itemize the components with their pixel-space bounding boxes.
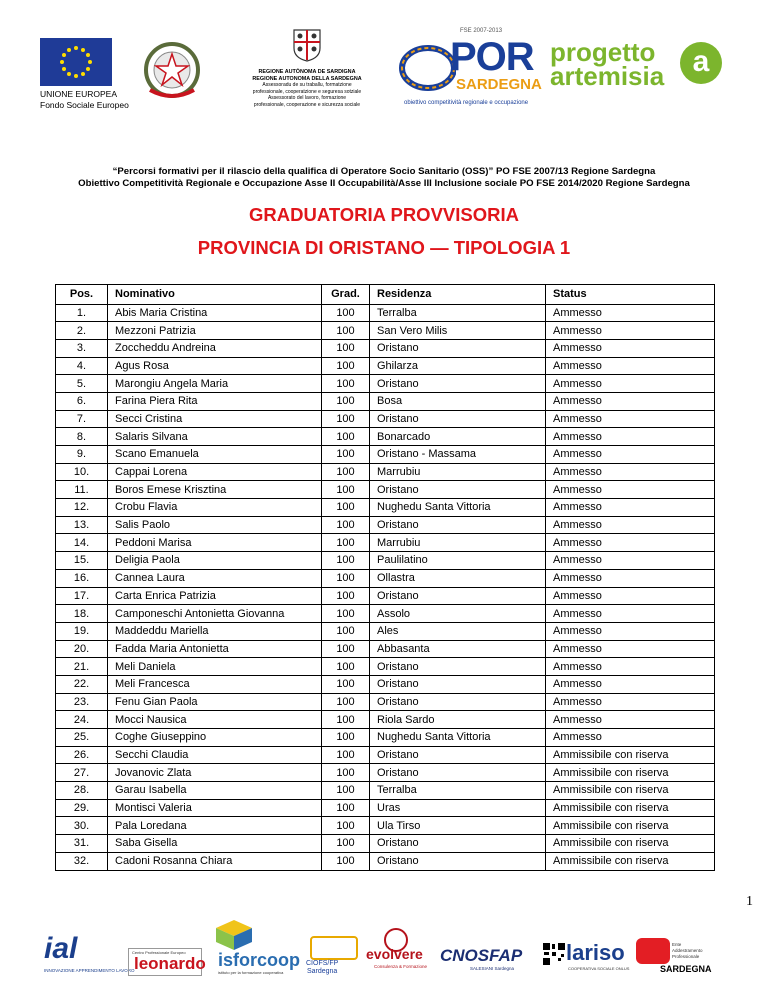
cell-name: Fadda Maria Antonietta xyxy=(108,640,322,658)
cell-residence: Oristano - Massama xyxy=(370,446,546,464)
ras-line-4: Assessorato del lavoro, formazione professionale, cooperazione e sicurezza sociale xyxy=(253,95,361,108)
leonardo-subtitle: Centro Professionale Europeo xyxy=(132,950,186,955)
sardinia-coat-of-arms-icon xyxy=(292,28,322,62)
cell-residence: Ales xyxy=(370,622,546,640)
cell-grade: 100 xyxy=(322,392,370,410)
cell-name: Cappai Lorena xyxy=(108,463,322,481)
cell-residence: Oristano xyxy=(370,516,546,534)
cell-grade: 100 xyxy=(322,552,370,570)
page-subtitle: PROVINCIA DI ORISTANO — TIPOLOGIA 1 xyxy=(197,237,571,258)
cell-status: Ammesso xyxy=(546,304,715,322)
cell-name: Cadoni Rosanna Chiara xyxy=(108,852,322,870)
table-row xyxy=(56,693,715,711)
cell-residence: Ula Tirso xyxy=(370,817,546,835)
header-logos xyxy=(0,0,768,130)
cell-name: Agus Rosa xyxy=(108,357,322,375)
cell-pos: 14. xyxy=(56,534,108,552)
isforcoop-cube-icon xyxy=(210,918,258,950)
cell-name: Meli Francesca xyxy=(108,675,322,693)
cell-status: Ammesso xyxy=(546,481,715,499)
ciofs-line-1: CIOFS/FP xyxy=(306,960,339,967)
cell-residence: Assolo xyxy=(370,605,546,623)
table-row xyxy=(56,587,715,605)
cell-name: Jovanovic Zlata xyxy=(108,764,322,782)
cell-residence: Nughedu Santa Vittoria xyxy=(370,729,546,747)
ras-line-1: REGIONE AUTÒNOMA DE SARDIGNA xyxy=(258,69,356,75)
table-row xyxy=(56,481,715,499)
cell-residence: San Vero Milis xyxy=(370,322,546,340)
cell-grade: 100 xyxy=(322,569,370,587)
table-row xyxy=(56,516,715,534)
cell-grade: 100 xyxy=(322,375,370,393)
cell-pos: 16. xyxy=(56,569,108,587)
cell-residence: Oristano xyxy=(370,764,546,782)
regione-sardegna-logo xyxy=(252,28,362,108)
cell-status: Ammesso xyxy=(546,322,715,340)
cell-grade: 100 xyxy=(322,764,370,782)
cell-pos: 26. xyxy=(56,746,108,764)
cell-name: Marongiu Angela Maria xyxy=(108,375,322,393)
evolvere-subtitle: Consulenza & Formazione xyxy=(374,964,428,969)
table-row xyxy=(56,552,715,570)
cell-pos: 31. xyxy=(56,835,108,853)
cell-name: Salis Paolo xyxy=(108,516,322,534)
table-row xyxy=(56,446,715,464)
cell-residence: Oristano xyxy=(370,693,546,711)
cell-pos: 18. xyxy=(56,605,108,623)
cell-pos: 6. xyxy=(56,392,108,410)
cell-status: Ammesso xyxy=(546,392,715,410)
table-row xyxy=(56,764,715,782)
ciofs-mark-icon xyxy=(310,936,358,960)
cell-name: Montisci Valeria xyxy=(108,799,322,817)
cell-grade: 100 xyxy=(322,463,370,481)
cell-status: Ammissibile con riserva xyxy=(546,799,715,817)
cell-pos: 25. xyxy=(56,729,108,747)
por-title: POR xyxy=(450,35,534,79)
cell-residence: Oristano xyxy=(370,675,546,693)
cell-status: Ammesso xyxy=(546,463,715,481)
cell-status: Ammesso xyxy=(546,428,715,446)
cell-residence: Nughedu Santa Vittoria xyxy=(370,499,546,517)
artemisia-line-1: progetto xyxy=(550,37,656,67)
enap-line-1: Ente xyxy=(672,942,682,947)
table-row xyxy=(56,782,715,800)
cell-grade: 100 xyxy=(322,499,370,517)
cell-pos: 30. xyxy=(56,817,108,835)
cell-name: Meli Daniela xyxy=(108,658,322,676)
table-row xyxy=(56,835,715,853)
cell-name: Mocci Nausica xyxy=(108,711,322,729)
cell-residence: Uras xyxy=(370,799,546,817)
table-row xyxy=(56,322,715,340)
subtitle-line-1: “Percorsi formativi per il rilascio della qualifica di Operatore Socio Sanitario (OSS)” PO FSE 2007/13 Regione Sardegna xyxy=(112,166,656,177)
table-row xyxy=(56,534,715,552)
cell-pos: 1. xyxy=(56,304,108,322)
ras-line-2: REGIONE AUTONOMA DELLA SARDEGNA xyxy=(252,75,362,82)
cell-status: Ammissibile con riserva xyxy=(546,835,715,853)
lariso-subtitle: COOPERATIVA SOCIALE ONLUS xyxy=(568,966,630,971)
cell-grade: 100 xyxy=(322,339,370,357)
cell-residence: Oristano xyxy=(370,658,546,676)
cell-status: Ammesso xyxy=(546,534,715,552)
cell-pos: 22. xyxy=(56,675,108,693)
cell-grade: 100 xyxy=(322,782,370,800)
cell-name: Boros Emese Krisztina xyxy=(108,481,322,499)
cell-name: Crobu Flavia xyxy=(108,499,322,517)
table-row xyxy=(56,817,715,835)
cell-pos: 7. xyxy=(56,410,108,428)
header-grade: Grad. xyxy=(322,285,370,305)
cell-status: Ammesso xyxy=(546,552,715,570)
cell-status: Ammesso xyxy=(546,357,715,375)
subtitle-line-2: Obiettivo Competitività Regionale e Occupazione Asse II Occupabilità/Asse III Inclusione sociale PO FSE 2014/2020 Regione Sardegna xyxy=(78,177,690,189)
cell-pos: 28. xyxy=(56,782,108,800)
cell-pos: 4. xyxy=(56,357,108,375)
cell-name: Pala Loredana xyxy=(108,817,322,835)
enap-line-3: Professionale xyxy=(672,954,700,959)
cell-name: Scano Emanuela xyxy=(108,446,322,464)
table-row xyxy=(56,675,715,693)
table-row xyxy=(56,304,715,322)
table-row xyxy=(56,799,715,817)
cell-name: Camponeschi Antonietta Giovanna xyxy=(108,605,322,623)
cell-grade: 100 xyxy=(322,817,370,835)
cell-grade: 100 xyxy=(322,675,370,693)
cell-grade: 100 xyxy=(322,322,370,340)
cell-grade: 100 xyxy=(322,516,370,534)
cell-status: Ammesso xyxy=(546,516,715,534)
cell-name: Secci Cristina xyxy=(108,410,322,428)
table-row xyxy=(56,852,715,870)
cell-grade: 100 xyxy=(322,852,370,870)
cell-pos: 10. xyxy=(56,463,108,481)
cell-name: Saba Gisella xyxy=(108,835,322,853)
table-row xyxy=(56,428,715,446)
cell-residence: Terralba xyxy=(370,304,546,322)
cell-pos: 2. xyxy=(56,322,108,340)
cell-name: Carta Enrica Patrizia xyxy=(108,587,322,605)
cell-status: Ammesso xyxy=(546,499,715,517)
cell-status: Ammesso xyxy=(546,375,715,393)
footer-logos xyxy=(0,910,768,994)
cell-status: Ammesso xyxy=(546,729,715,747)
cell-status: Ammesso xyxy=(546,587,715,605)
cell-name: Coghe Giuseppino xyxy=(108,729,322,747)
enap-text xyxy=(672,942,703,960)
cell-status: Ammesso xyxy=(546,410,715,428)
cell-name: Deligia Paola xyxy=(108,552,322,570)
cell-residence: Marrubiu xyxy=(370,534,546,552)
cell-name: Zoccheddu Andreina xyxy=(108,339,322,357)
cell-residence: Ghilarza xyxy=(370,357,546,375)
cell-residence: Ollastra xyxy=(370,569,546,587)
ciofs-line-2: Sardegna xyxy=(306,968,338,975)
cell-name: Peddoni Marisa xyxy=(108,534,322,552)
page-title: GRADUATORIA PROVVISORIA xyxy=(249,204,519,225)
ial-logo: ial xyxy=(44,932,78,965)
cell-residence: Paulilatino xyxy=(370,552,546,570)
cell-residence: Bosa xyxy=(370,392,546,410)
cell-status: Ammissibile con riserva xyxy=(546,852,715,870)
cell-name: Abis Maria Cristina xyxy=(108,304,322,322)
table-row xyxy=(56,375,715,393)
cell-residence: Oristano xyxy=(370,481,546,499)
table-row xyxy=(56,463,715,481)
por-years: FSE 2007-2013 xyxy=(460,28,503,34)
cell-status: Ammesso xyxy=(546,711,715,729)
cell-pos: 32. xyxy=(56,852,108,870)
cell-status: Ammesso xyxy=(546,675,715,693)
cell-status: Ammissibile con riserva xyxy=(546,746,715,764)
cell-grade: 100 xyxy=(322,835,370,853)
document-subtitle xyxy=(0,166,768,189)
cell-pos: 21. xyxy=(56,658,108,676)
progetto-artemisia-logo xyxy=(550,38,720,98)
cell-grade: 100 xyxy=(322,799,370,817)
cell-residence: Oristano xyxy=(370,587,546,605)
enap-line-2: Addestramento xyxy=(672,948,703,953)
cell-name: Salaris Silvana xyxy=(108,428,322,446)
header-pos: Pos. xyxy=(56,285,108,305)
cell-residence: Abbasanta xyxy=(370,640,546,658)
table-row xyxy=(56,569,715,587)
cell-pos: 11. xyxy=(56,481,108,499)
artemisia-leaf-icon: a xyxy=(680,42,722,84)
table-row xyxy=(56,622,715,640)
cell-grade: 100 xyxy=(322,481,370,499)
ras-line-3: Assessoradu de su traballu, formatzione professionale, cooperatzione e seguresa sotziale xyxy=(252,82,362,95)
table-row xyxy=(56,640,715,658)
cell-grade: 100 xyxy=(322,640,370,658)
cell-pos: 13. xyxy=(56,516,108,534)
cell-status: Ammesso xyxy=(546,640,715,658)
artemisia-line-2: artemisia xyxy=(550,61,665,91)
cell-name: Cannea Laura xyxy=(108,569,322,587)
cell-residence: Oristano xyxy=(370,375,546,393)
table-body xyxy=(56,304,715,870)
table-row xyxy=(56,357,715,375)
cell-pos: 9. xyxy=(56,446,108,464)
cell-grade: 100 xyxy=(322,622,370,640)
cell-grade: 100 xyxy=(322,658,370,676)
header-name: Nominativo xyxy=(108,285,322,305)
leonardo-logo: leonardo xyxy=(134,954,206,973)
cell-pos: 20. xyxy=(56,640,108,658)
cell-grade: 100 xyxy=(322,746,370,764)
cell-pos: 24. xyxy=(56,711,108,729)
cell-name: Secchi Claudia xyxy=(108,746,322,764)
cell-status: Ammesso xyxy=(546,605,715,623)
cell-status: Ammissibile con riserva xyxy=(546,817,715,835)
cell-residence: Terralba xyxy=(370,782,546,800)
cell-status: Ammesso xyxy=(546,569,715,587)
eu-flag-icon xyxy=(40,38,112,86)
italian-republic-emblem-icon xyxy=(140,40,204,104)
ranking-table xyxy=(55,284,715,871)
por-region: SARDEGNA xyxy=(456,76,542,93)
table-row xyxy=(56,499,715,517)
cell-grade: 100 xyxy=(322,729,370,747)
cell-grade: 100 xyxy=(322,605,370,623)
table-row xyxy=(56,392,715,410)
eu-logo xyxy=(40,38,152,111)
table-row xyxy=(56,410,715,428)
cell-name: Farina Piera Rita xyxy=(108,392,322,410)
cell-status: Ammesso xyxy=(546,446,715,464)
table-header-row xyxy=(56,285,715,305)
eu-label: UNIONE EUROPEA xyxy=(40,89,117,99)
cell-status: Ammesso xyxy=(546,339,715,357)
ciofs-logo xyxy=(306,960,338,976)
header-residence: Residenza xyxy=(370,285,546,305)
qr-code-icon xyxy=(542,942,566,966)
cell-pos: 3. xyxy=(56,339,108,357)
cell-status: Ammesso xyxy=(546,693,715,711)
cell-residence: Marrubiu xyxy=(370,463,546,481)
table-row xyxy=(56,339,715,357)
cell-name: Maddeddu Mariella xyxy=(108,622,322,640)
ial-subtitle: INNOVAZIONE APPRENDIMENTO LAVORO xyxy=(44,968,135,973)
cnosfap-subtitle: SALESIANI Sardegna xyxy=(470,966,515,971)
cell-pos: 23. xyxy=(56,693,108,711)
cell-pos: 5. xyxy=(56,375,108,393)
eu-fund-label: Fondo Sociale Europeo xyxy=(40,100,129,110)
por-sardegna-logo xyxy=(396,28,544,110)
table-row xyxy=(56,711,715,729)
cell-grade: 100 xyxy=(322,711,370,729)
cell-residence: Oristano xyxy=(370,835,546,853)
por-swirl-icon xyxy=(396,38,456,98)
cell-grade: 100 xyxy=(322,428,370,446)
cell-residence: Oristano xyxy=(370,852,546,870)
cell-name: Fenu Gian Paola xyxy=(108,693,322,711)
cell-pos: 17. xyxy=(56,587,108,605)
cell-pos: 27. xyxy=(56,764,108,782)
cell-residence: Riola Sardo xyxy=(370,711,546,729)
cell-pos: 8. xyxy=(56,428,108,446)
cell-status: Ammissibile con riserva xyxy=(546,782,715,800)
cell-grade: 100 xyxy=(322,304,370,322)
table-row xyxy=(56,658,715,676)
cell-status: Ammesso xyxy=(546,622,715,640)
cell-residence: Bonarcado xyxy=(370,428,546,446)
table-row xyxy=(56,605,715,623)
page-number: 1 xyxy=(746,894,753,909)
cell-grade: 100 xyxy=(322,410,370,428)
cell-pos: 12. xyxy=(56,499,108,517)
cell-residence: Oristano xyxy=(370,339,546,357)
isforcoop-logo: isforcoop xyxy=(218,950,301,970)
cell-grade: 100 xyxy=(322,693,370,711)
table-row xyxy=(56,746,715,764)
cell-pos: 29. xyxy=(56,799,108,817)
cell-residence: Oristano xyxy=(370,410,546,428)
cell-name: Garau Isabella xyxy=(108,782,322,800)
cell-grade: 100 xyxy=(322,587,370,605)
cnosfap-logo: CNOSFAP xyxy=(440,946,523,965)
table-row xyxy=(56,729,715,747)
cell-status: Ammissibile con riserva xyxy=(546,764,715,782)
cell-pos: 15. xyxy=(56,552,108,570)
isforcoop-subtitle: istituto per la formazione cooperativa xyxy=(218,970,284,975)
cell-grade: 100 xyxy=(322,534,370,552)
cell-status: Ammesso xyxy=(546,658,715,676)
cell-name: Mezzoni Patrizia xyxy=(108,322,322,340)
cell-residence: Oristano xyxy=(370,746,546,764)
lariso-logo: lariso xyxy=(566,940,625,965)
por-tagline: obiettivo competitività regionale e occupazione xyxy=(404,100,529,106)
header-status: Status xyxy=(546,285,715,305)
enap-mark-icon xyxy=(636,938,670,964)
enap-region: SARDEGNA xyxy=(660,964,712,974)
cell-grade: 100 xyxy=(322,446,370,464)
evolvere-logo: evolvere xyxy=(366,946,423,962)
cell-grade: 100 xyxy=(322,357,370,375)
cell-pos: 19. xyxy=(56,622,108,640)
